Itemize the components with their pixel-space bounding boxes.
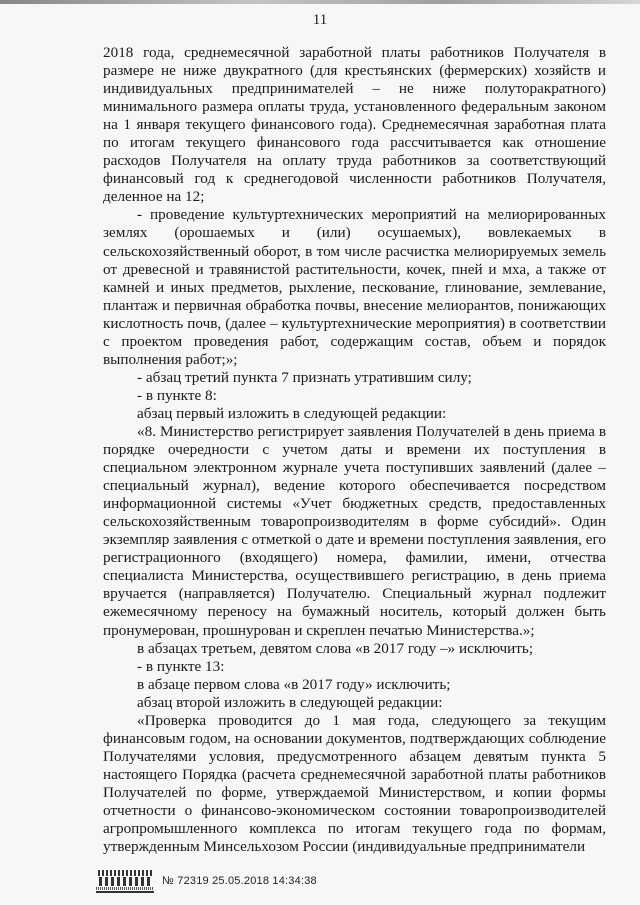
paragraph: абзац первый изложить в следующей редакции:: [137, 404, 447, 422]
registration-stamp: № 72319 25.05.2018 14:34:38: [162, 875, 317, 887]
paragraph: в абзацах третьем, девятом слова «в 2017 году –» исключить;: [137, 639, 534, 657]
paragraph: в абзаце первом слова «в 2017 году» исключить;: [137, 675, 451, 693]
scan-edge: [0, 0, 640, 4]
registration-footer: [96, 868, 317, 894]
paragraph: - в пункте 13:: [137, 657, 225, 675]
paragraph: - в пункте 8:: [137, 386, 217, 404]
parliament-building-seal-icon: [96, 869, 154, 893]
paragraph: абзац второй изложить в следующей редакции:: [137, 693, 443, 711]
paragraph: «Проверка проводится до 1 мая года, следующего за текущим финансовым годом, на основании документов, подтверждающих соблюдение Получателями условия, предусмотренного абзацем девятым пункта 5 настоящего Порядка (расчета среднемесячной заработной платы работников Получателей по форме, утверждаемой Министерством, и копии формы отчетности о финансово-экономическом состоянии товаропроизводителей агропромышленного комплекса по итогам текущего года по формам, утвержденным Минсельхозом России (индивидуальные предприниматели: [103, 711, 606, 856]
paragraph: «8. Министерство регистрирует заявления Получателей в день приема в порядке очередности с учетом даты и времени их поступления в специальном электронном журнале учета поступивших заявлений (далее – специальный журнал), ведение которого обеспечивается посредством информационной системы «Учет бюджетных средств, предоставленных сельскохозяйственным товаропроизводителям в форме субсидий». Один экземпляр заявления с отметкой о дате и времени поступления заявления, его регистрационного (входящего) номера, фамилии, имени, отчества специалиста Министерства, осуществившего регистрацию, в день приема вручается (направляется) Получателю. Специальный журнал подлежит ежемесячному переносу на бумажный носитель, который должен быть пронумерован, прошнурован и скреплен печатью Министерства.»;: [103, 422, 606, 639]
document-body: [103, 44, 606, 856]
page-number: 11: [312, 12, 328, 28]
paragraph: - абзац третий пункта 7 признать утратившим силу;: [137, 368, 472, 386]
paragraph: 2018 года, среднемесячной заработной платы работников Получателя в размере не ниже двукратного (для крестьянских (фермерских) хозяйств и индивидуальных предпринимателей – не ниже полуторакратного) минимального размера оплаты труда, установленного федеральным законом на 1 января текущего финансового года). Среднемесячная заработная плата по итогам текущего финансового года рассчитывается как отношение расходов Получателя на оплату труда работников за соответствующий финансовый год к среднегодовой численности работников Получателя, деленное на 12;: [103, 44, 606, 206]
paragraph: - проведение культуртехнических мероприятий на мелиорированных землях (орошаемых и (или) осушаемых), вовлекаемых в сельскохозяйственный оборот, в том числе расчистка мелиорируемых земель от древесной и травянистой растительности, кочек, пней и мха, а также от камней и иных предметов, рыхление, пескование, глинование, землевание, плантаж и первичная обработка почвы, внесение мелиорантов, понижающих кислотность почв, (далее – культуртехнические мероприятия) в соответствии с проектом проведения работ, содержащим состав, объем и порядок выполнения работ;»;: [103, 206, 606, 368]
